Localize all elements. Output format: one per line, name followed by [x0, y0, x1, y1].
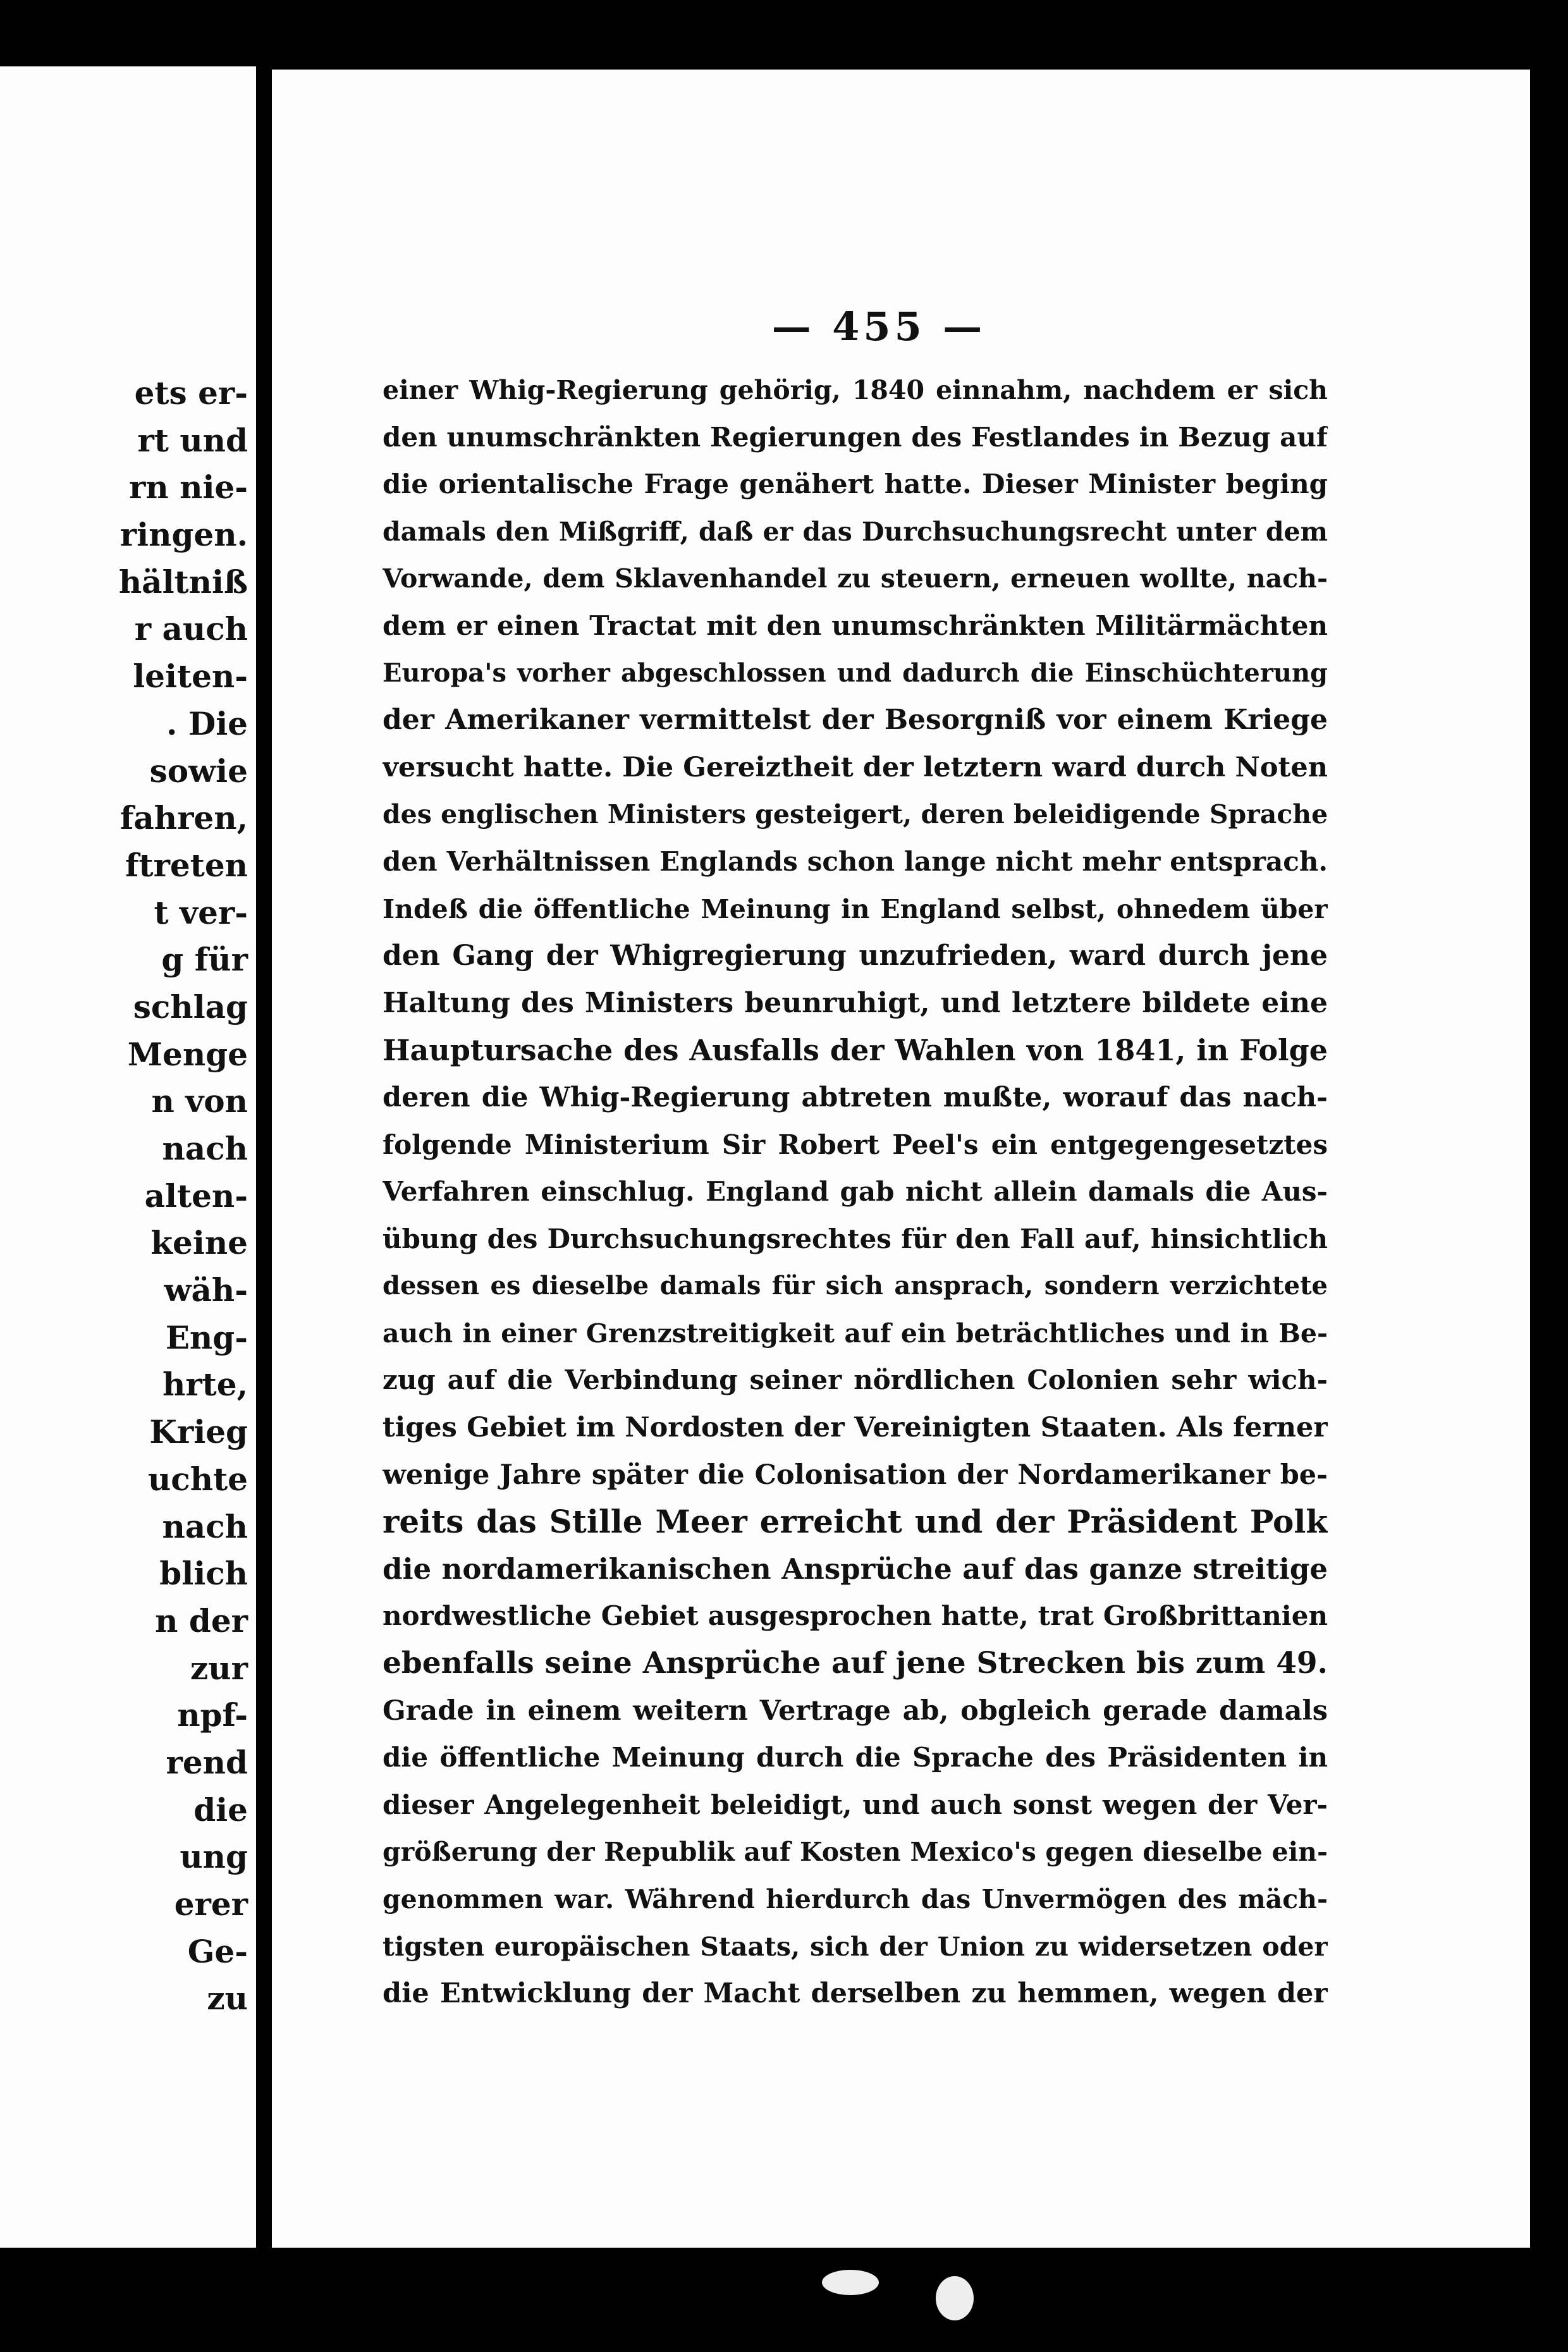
text-line: Hauptursache des Ausfalls der Wahlen von 1841, in Folge: [383, 1033, 1328, 1068]
page-body: [383, 367, 1328, 2018]
left-page-line: n von: [151, 1082, 248, 1120]
left-page-line: rn nie-: [128, 469, 248, 506]
text-line: die orientalische Frage genähert hatte. Dieser Minister beging: [383, 469, 1328, 500]
left-page-line: die: [193, 1791, 248, 1828]
text-line: die nordamerikanischen Ansprüche auf das ganze streitige: [383, 1552, 1328, 1586]
text-line: Europa's vorher abgeschlossen und dadurch die Einschüchterung: [383, 658, 1328, 688]
left-page-line: sowie: [149, 752, 248, 790]
text-line: einer Whig-Regierung gehörig, 1840 einnahm, nachdem er sich: [383, 375, 1328, 405]
text-line: die öffentliche Meinung durch die Sprache des Präsidenten in: [383, 1742, 1328, 1773]
text-line: ebenfalls seine Ansprüche auf jene Strecken bis zum 49.: [383, 1646, 1328, 1681]
left-page-line: Ge-: [187, 1932, 248, 1970]
left-page-line: hältniß: [118, 563, 248, 601]
scan-artifact: [936, 2276, 974, 2320]
left-page-line: rend: [166, 1743, 248, 1781]
text-line: wenige Jahre später die Colonisation der Nordamerikaner be-: [383, 1459, 1328, 1491]
text-line: tiges Gebiet im Nordosten der Vereinigten Staaten. Als ferner: [383, 1412, 1328, 1444]
text-line: tigsten europäischen Staats, sich der Union zu widersetzen oder: [383, 1931, 1328, 1962]
page-number: — 455 —: [771, 303, 986, 350]
text-line: dem er einen Tractat mit den unumschränkten Militärmächten: [383, 609, 1328, 641]
left-page-line: uchte: [147, 1460, 248, 1498]
text-line: die Entwicklung der Macht derselben zu hemmen, wegen der: [383, 1978, 1328, 2010]
text-line: dessen es dieselbe damals für sich ansprach, sondern verzichtete: [383, 1271, 1328, 1301]
text-line: Grade in einem weitern Vertrage ab, obgleich gerade damals: [383, 1694, 1328, 1727]
left-page-line: alten-: [144, 1177, 248, 1215]
left-page-line: Eng-: [165, 1318, 248, 1356]
book-gutter: [256, 0, 271, 2352]
left-page-line: . Die: [166, 704, 248, 742]
text-line: den Verhältnissen Englands schon lange nicht mehr entsprach.: [383, 845, 1328, 877]
left-page: [0, 66, 256, 2248]
left-page-line: g für: [161, 941, 248, 979]
left-page-line: zu: [207, 1980, 248, 2018]
left-page-line: erer: [174, 1885, 248, 1923]
left-page-line: schlag: [133, 988, 248, 1026]
text-line: dieser Angelegenheit beleidigt, und auch sonst wegen der Ver-: [383, 1789, 1328, 1820]
right-page: [272, 70, 1530, 2248]
left-page-line: keine: [150, 1224, 248, 1262]
left-page-line: Krieg: [149, 1413, 248, 1451]
text-line: folgende Ministerium Sir Robert Peel's ein entgegengesetztes: [383, 1129, 1328, 1160]
left-page-line: zur: [190, 1649, 248, 1687]
text-line: übung des Durchsuchungsrechtes für den Fall auf, hinsichtlich: [383, 1223, 1328, 1254]
left-page-line: n der: [155, 1602, 248, 1639]
text-line: versucht hatte. Die Gereiztheit der letztern ward durch Noten: [383, 751, 1328, 783]
text-line: damals den Mißgriff, daß er das Durchsuchungsrecht unter dem: [383, 516, 1328, 547]
text-line: nordwestliche Gebiet ausgesprochen hatte, trat Großbrittanien: [383, 1600, 1328, 1632]
left-page-line: hrte,: [162, 1366, 248, 1404]
left-page-line: npf-: [177, 1696, 248, 1734]
text-line: Haltung des Ministers beunruhigt, und letztere bildete eine: [383, 986, 1328, 1019]
left-page-line: fahren,: [119, 799, 248, 837]
left-page-line: Menge: [127, 1035, 248, 1073]
left-page-line: ftreten: [125, 846, 248, 884]
left-page-text: [0, 370, 248, 2023]
text-line: den unumschränkten Regierungen des Festlandes in Bezug auf: [383, 421, 1328, 453]
left-page-line: ets er-: [134, 374, 248, 412]
left-page-line: nach: [162, 1130, 248, 1167]
text-line: reits das Stille Meer erreicht und der Präsident Polk: [383, 1503, 1328, 1541]
left-page-line: nach: [162, 1507, 248, 1545]
text-line: der Amerikaner vermittelst der Besorgniß vor einem Kriege: [383, 704, 1328, 737]
text-line: genommen war. Während hierdurch das Unvermögen des mäch-: [383, 1884, 1328, 1914]
text-line: Indeß die öffentliche Meinung in England selbst, ohnedem über: [383, 893, 1328, 924]
left-page-line: leiten-: [133, 658, 248, 695]
left-page-line: wäh-: [164, 1271, 248, 1309]
text-line: auch in einer Grenzstreitigkeit auf ein beträchtliches und in Be-: [383, 1318, 1328, 1349]
text-line: größerung der Republik auf Kosten Mexico's gegen dieselbe ein-: [383, 1837, 1328, 1868]
left-page-line: r auch: [134, 610, 248, 648]
left-page-line: rt und: [137, 421, 248, 459]
text-line: den Gang der Whigregierung unzufrieden, ward durch jene: [383, 940, 1328, 972]
text-line: Vorwande, dem Sklavenhandel zu steuern, erneuen wollte, nach-: [383, 563, 1328, 594]
text-line: Verfahren einschlug. England gab nicht allein damals die Aus-: [383, 1176, 1328, 1208]
scan-artifact: [822, 2270, 879, 2295]
left-page-line: ringen.: [119, 516, 248, 554]
text-line: zug auf die Verbindung seiner nördlichen Colonien sehr wich-: [383, 1364, 1328, 1396]
left-page-line: t ver-: [154, 893, 248, 931]
text-line: des englischen Ministers gesteigert, deren beleidigende Sprache: [383, 799, 1328, 830]
left-page-line: ung: [180, 1838, 248, 1876]
text-line: deren die Whig-Regierung abtreten mußte, worauf das nach-: [383, 1081, 1328, 1113]
left-page-line: blich: [159, 1555, 248, 1593]
